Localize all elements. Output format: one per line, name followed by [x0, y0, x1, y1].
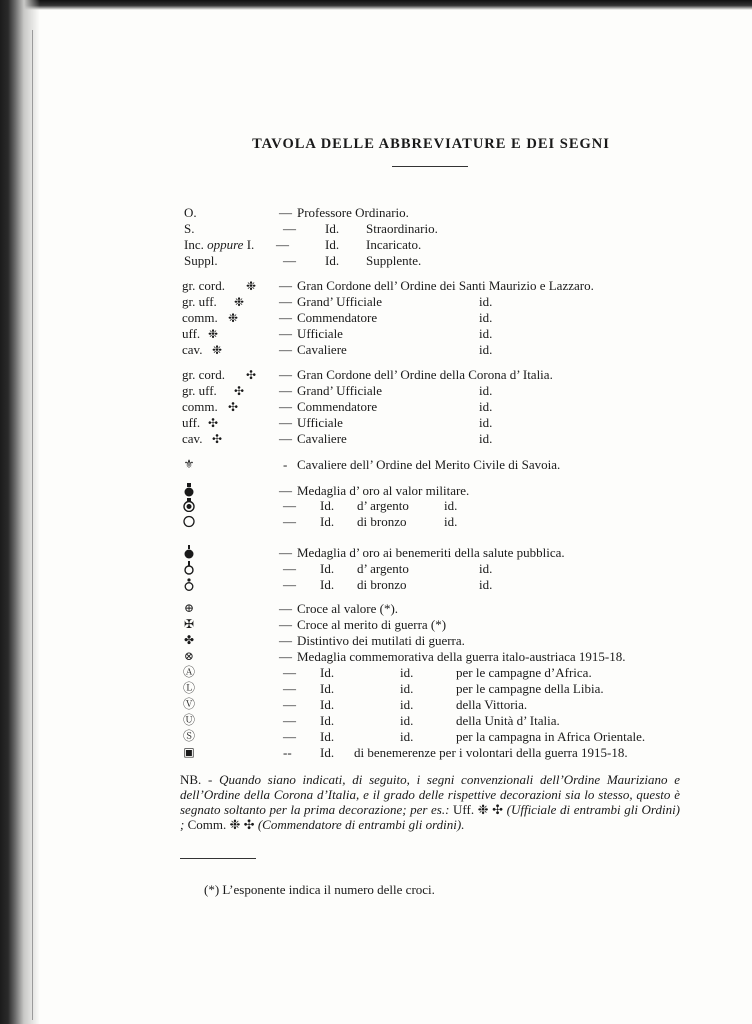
abbr-row: [0, 253, 752, 271]
medal-id: Id.: [320, 577, 335, 592]
dash: —: [279, 278, 292, 293]
order-desc: Grand’ Ufficiale: [297, 383, 383, 398]
order-abbr: cav.: [182, 342, 203, 357]
medal-id: Id.: [320, 514, 335, 529]
dash: —: [279, 342, 292, 357]
medal-metal: di bronzo: [357, 514, 407, 529]
croce-valore-icon: ⊕: [183, 601, 195, 615]
war-sign-tail: per la campagna in Africa Orientale.: [456, 729, 646, 744]
footnote-rule: [180, 858, 256, 859]
dash: -: [283, 457, 288, 472]
dash: —: [279, 310, 292, 325]
war-sign-tail: della Vittoria.: [456, 697, 528, 712]
dash: —: [279, 294, 292, 309]
order-row: [0, 431, 752, 449]
order-id: id.: [479, 383, 493, 398]
war-sign-tail: di benemerenze per i volontari della guerra 1915-18.: [354, 745, 628, 760]
medal-gold-icon: [182, 483, 196, 497]
cross-mauriziano-icon: ❉: [477, 802, 489, 817]
medal-id: Id.: [320, 561, 335, 576]
order-desc: Commendatore: [297, 399, 378, 414]
cross-corona-icon: ✣: [207, 416, 219, 430]
title-rule: [392, 166, 468, 167]
cross-mauriziano-icon: ❉: [245, 279, 257, 293]
dash: —: [279, 483, 292, 498]
cross-mauriziano-icon: ❉: [233, 295, 245, 309]
medal-silver-health-icon: [182, 561, 196, 575]
merito-civile-icon: ⚜: [183, 457, 195, 471]
dash: --: [283, 745, 292, 760]
dash: —: [283, 561, 296, 576]
dash: —: [283, 697, 296, 712]
medaglia-commemorativa-icon: ⊗: [183, 649, 195, 663]
order-id: id.: [479, 342, 493, 357]
medal-bronze-health-icon: [182, 577, 196, 591]
order-abbr: gr. cord.: [182, 278, 225, 293]
medal-row: [0, 514, 752, 532]
unita-italia-icon: Ⓤ: [182, 713, 195, 727]
abbr: O.: [184, 205, 197, 220]
medal-gold-health-icon: [182, 545, 196, 559]
cross-corona-icon: ✣: [243, 817, 255, 832]
order-row: [0, 342, 752, 360]
dash: —: [279, 415, 292, 430]
order-id: id.: [479, 294, 493, 309]
order-id: id.: [479, 415, 493, 430]
war-sign-id2: id.: [400, 729, 414, 744]
medal-silver-icon: [182, 498, 196, 512]
cross-corona-icon: ✣: [227, 400, 239, 414]
war-sign-id: Id.: [320, 697, 335, 712]
order-abbr: comm.: [182, 310, 218, 325]
order-id: id.: [479, 399, 493, 414]
dash: —: [283, 498, 296, 513]
cross-mauriziano-icon: ❉: [227, 311, 239, 325]
order-id: id.: [479, 326, 493, 341]
war-sign-row: [0, 745, 752, 763]
war-sign-desc: Croce al merito di guerra (*): [297, 617, 447, 632]
medal-id: Id.: [320, 498, 335, 513]
dash: —: [279, 633, 292, 648]
abbr-id: Id.: [325, 221, 340, 236]
dash: —: [279, 431, 292, 446]
nb-label: NB. -: [180, 772, 213, 787]
order-abbr: gr. cord.: [182, 367, 225, 382]
order-desc: Cavaliere: [297, 431, 347, 446]
abbr-id: Id.: [325, 237, 340, 252]
medal-idtail: id.: [444, 498, 458, 513]
war-sign-id: Id.: [320, 713, 335, 728]
merito-civile-desc: Cavaliere dell’ Ordine del Merito Civile di Savoia.: [297, 457, 561, 472]
medal-bronze-icon: [182, 514, 196, 528]
war-sign-desc: Medaglia commemorativa della guerra italo-austriaca 1915-18.: [297, 649, 626, 664]
abbr-desc: Professore Ordinario.: [297, 205, 409, 220]
dash: —: [283, 729, 296, 744]
nb-text-1: Quando siano indicati, di seguito, i segni convenzionali dell’Ordine Mauriziano e dell’Ordine della Corona d’Italia, e il grado delle rispettive decorazioni sia lo stesso, questo è segnato soltanto per la prima decorazione; per es.:: [180, 772, 681, 817]
campagne-libia-icon: Ⓛ: [182, 681, 195, 695]
abbr-desc: Incaricato.: [366, 237, 422, 252]
cross-corona-icon: ✣: [492, 802, 504, 817]
medal-idtail: id.: [479, 561, 493, 576]
order-id: id.: [479, 431, 493, 446]
croce-merito-guerra-icon: ✠: [183, 617, 195, 631]
dash: —: [283, 713, 296, 728]
nb-text-3: (Commendatore di entrambi gli ordini).: [257, 817, 465, 832]
order-abbr: comm.: [182, 399, 218, 414]
dash: —: [279, 367, 292, 382]
war-sign-id2: id.: [400, 713, 414, 728]
dash: —: [279, 601, 292, 616]
medal-row: [0, 577, 752, 595]
cross-mauriziano-icon: ❉: [207, 327, 219, 341]
war-sign-id2: id.: [400, 665, 414, 680]
order-abbr: gr. uff.: [182, 383, 217, 398]
campagne-africa-icon: Ⓐ: [182, 665, 195, 679]
distintivo-mutilati-icon: ✤: [183, 633, 195, 647]
medal-idtail: id.: [479, 577, 493, 592]
medal-metal: d’ argento: [357, 498, 409, 513]
africa-orientale-icon: Ⓢ: [182, 729, 195, 743]
cross-corona-icon: ✣: [233, 384, 245, 398]
war-sign-desc: Croce al valore (*).: [297, 601, 399, 616]
dash: —: [279, 205, 292, 220]
war-sign-desc: Distintivo dei mutilati di guerra.: [297, 633, 465, 648]
order-desc: Ufficiale: [297, 326, 343, 341]
dash: —: [279, 545, 292, 560]
medal-metal: di bronzo: [357, 577, 407, 592]
war-sign-id2: id.: [400, 697, 414, 712]
dash: —: [279, 649, 292, 664]
abbr: Suppl.: [184, 253, 218, 268]
dash: —: [279, 399, 292, 414]
dash: —: [279, 326, 292, 341]
nb-comm: Comm.: [187, 817, 227, 832]
dash: —: [283, 514, 296, 529]
order-desc: Gran Cordone dell’ Ordine dei Santi Maurizio e Lazzaro.: [297, 278, 594, 293]
war-sign-id: Id.: [320, 745, 335, 760]
abbr-desc: Supplente.: [366, 253, 422, 268]
footnote: (*) L’esponente indica il numero delle croci.: [204, 882, 435, 897]
vittoria-icon: Ⓥ: [182, 697, 195, 711]
war-sign-id: Id.: [320, 729, 335, 744]
medal-desc: Medaglia d’ oro ai benemeriti della salute pubblica.: [297, 545, 565, 560]
page-title: TAVOLA DELLE ABBREVIATURE E DEI SEGNI: [252, 136, 610, 152]
cross-corona-icon: ✣: [245, 368, 257, 382]
medal-idtail: id.: [444, 514, 458, 529]
volontari-guerra-icon: ▣: [183, 745, 195, 759]
dash: —: [279, 383, 292, 398]
merito-civile-row: [0, 457, 752, 475]
abbr: Inc. oppure I.: [184, 237, 255, 252]
dash: —: [283, 253, 296, 268]
scan-edge-top: [0, 0, 752, 10]
cross-corona-icon: ✣: [211, 432, 223, 446]
dash: —: [283, 681, 296, 696]
dash: —: [283, 221, 296, 236]
order-desc: Ufficiale: [297, 415, 343, 430]
abbr-id: Id.: [325, 253, 340, 268]
dash: —: [283, 665, 296, 680]
cross-mauriziano-icon: ❉: [211, 343, 223, 357]
order-abbr: uff.: [182, 415, 201, 430]
order-abbr: cav.: [182, 431, 203, 446]
war-sign-id: Id.: [320, 681, 335, 696]
abbr-desc: Straordinario.: [366, 221, 438, 236]
order-desc: Cavaliere: [297, 342, 347, 357]
medal-metal: d’ argento: [357, 561, 409, 576]
war-sign-id2: id.: [400, 681, 414, 696]
dash: —: [283, 577, 296, 592]
war-sign-id: Id.: [320, 665, 335, 680]
dash: —: [279, 617, 292, 632]
order-abbr: uff.: [182, 326, 201, 341]
order-desc: Gran Cordone dell’ Ordine della Corona d’ Italia.: [297, 367, 553, 382]
cross-mauriziano-icon: ❉: [229, 817, 241, 832]
medal-desc: Medaglia d’ oro al valor militare.: [297, 483, 470, 498]
order-abbr: gr. uff.: [182, 294, 217, 309]
nb-note: [180, 772, 680, 832]
order-desc: Commendatore: [297, 310, 378, 325]
nb-text-2: (Ufficiale di entrambi gli Ordini) ;: [180, 802, 681, 832]
abbr: S.: [184, 221, 195, 236]
order-desc: Grand’ Ufficiale: [297, 294, 383, 309]
war-sign-tail: della Unità d’ Italia.: [456, 713, 560, 728]
dash: —: [276, 237, 289, 252]
order-id: id.: [479, 310, 493, 325]
nb-uff: Uff.: [453, 802, 475, 817]
war-sign-tail: per le campagne d’Africa.: [456, 665, 592, 680]
war-sign-tail: per le campagne della Libia.: [456, 681, 604, 696]
